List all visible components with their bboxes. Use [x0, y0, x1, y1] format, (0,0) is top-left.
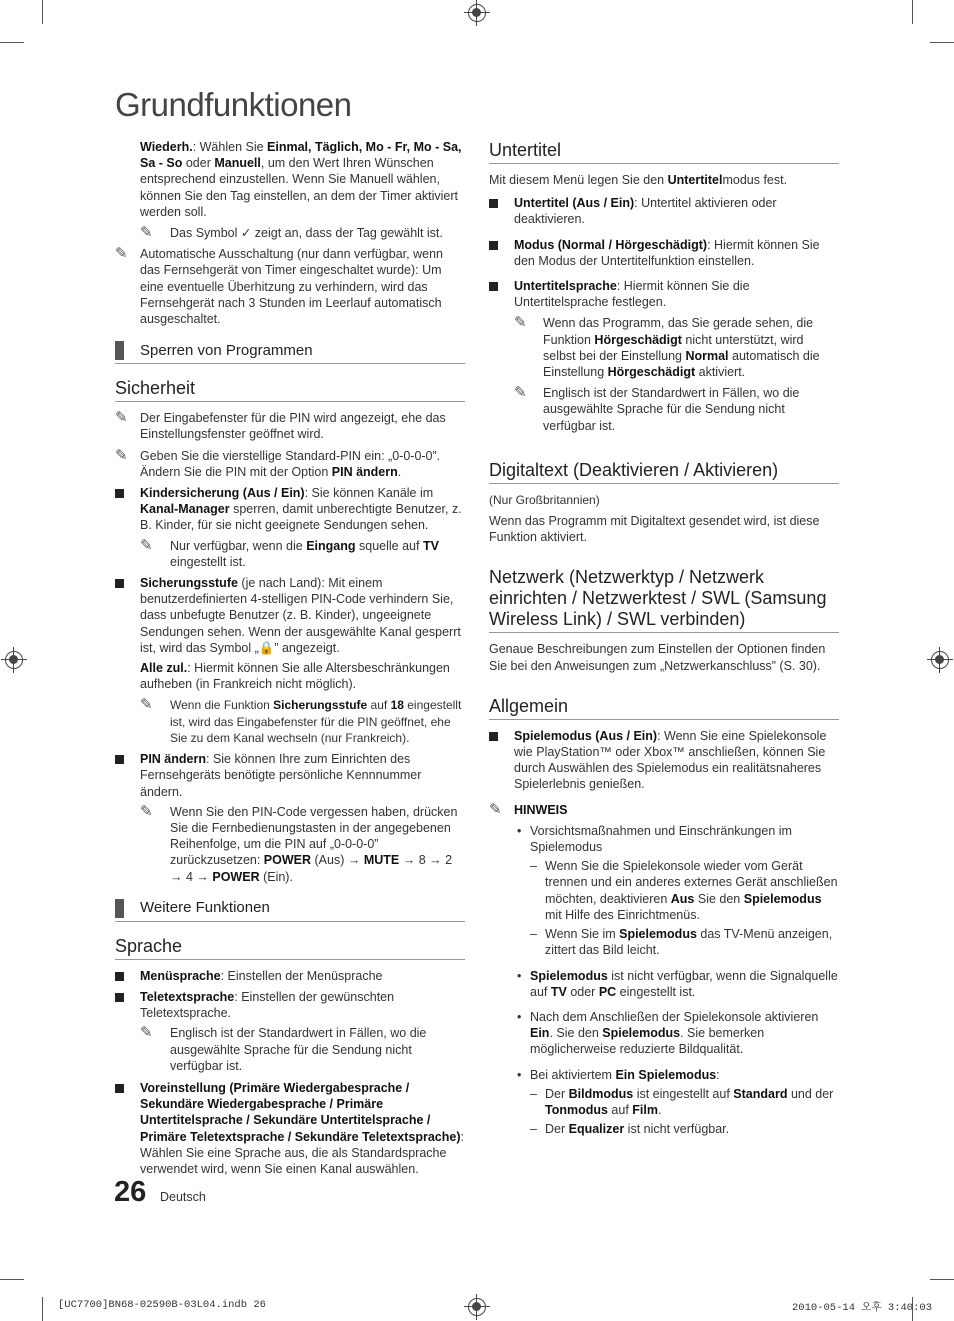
crop-mark [42, 0, 43, 24]
note: ✎ Wenn Sie den PIN-Code vergessen haben, drücken Sie die Fernbedienungstasten in der angegebenen Reihenfolge, um die PIN auf „0-0-0-0” zurückzusetzen: POWER (Aus) → MUTE → 8 → 2 → 4 → POWER (Ein). [140, 802, 458, 884]
pencil-note-icon: ✎ [140, 802, 153, 820]
list-item: Untertitel (Aus / Ein): Untertitel aktivieren oder deaktivieren. [489, 195, 839, 227]
list-item: Untertitelsprache: Hiermit können Sie die Untertitelsprache festlegen. ✎ Wenn das Programm, das Sie gerade sehen, die Funktion Hörgeschädigt nicht unterstützt, wird selbst bei der Einstellung Normal automatisch die Einstellung Hörgeschädigt aktiviert. ✎ Englisch ist der Standardwert in Fällen, wo die ausgewählte Sprache für die Sendung nicht verfügbar ist. [489, 278, 839, 434]
note: ✎ Wenn das Programm, das Sie gerade sehen, die Funktion Hörgeschädigt nicht unterstützt, wird selbst bei der Einstellung Normal automatisch die Einstellung Hörgeschädigt aktiviert. [514, 314, 820, 380]
section-header-more: Weitere Funktionen [115, 899, 465, 922]
heading-untertitel: Untertitel [489, 140, 839, 164]
list-item: • Vorsichtsmaßnahmen und Einschränkungen im Spielemodus – Wenn Sie die Spielekonsole wieder vom Gerät trennen und ein anderes externes Gerät anschließen möchten, deaktivieren Aus Sie den Spielemodus mit Hilfe des Einrichtmenüs. – Wenn Sie im Spielemodus das TV-Menü anzeigen, zittert das Bild leicht. [517, 823, 838, 958]
list-item: Voreinstellung (Primäre Wiedergabesprache / Sekundäre Wiedergabesprache / Primäre Untertitelsprache / Sekundäre Untertitelsprache / Primäre Teletextsprache / Sekundäre Teletextsprache): Wählen Sie eine Sprache aus, die als Standardsprache verwendet wird, wenn Sie einen Kanal auswählen. [115, 1080, 465, 1177]
registration-mark-icon [468, 1298, 486, 1316]
pencil-note-icon: ✎ [140, 1024, 153, 1042]
list-item: Kindersicherung (Aus / Ein): Sie können Kanäle im Kanal-Manager sperren, damit unberechtigte Benutzer, z. B. Kinder, für sie nicht geeignete Sendungen sehen. ✎ Nur verfügbar, wenn die Eingang squelle auf TV eingestellt ist. [115, 485, 465, 570]
list-item: Menüsprache: Einstellen der Menüsprache [115, 968, 465, 984]
note: ✎ Englisch ist der Standardwert in Fällen, wo die ausgewählte Sprache für die Sendung nicht verfügbar ist. [140, 1024, 427, 1073]
print-file-info: [UC7700]BN68-02590B-03L04.indb 26 [58, 1299, 266, 1311]
registration-mark-icon [5, 651, 23, 669]
list-item: • Bei aktiviertem Ein Spielemodus: – Der Bildmodus ist eingestellt auf Standard und der Tonmodus auf Film. – Der Equalizer ist nicht verfügbar. [514, 1067, 839, 1138]
page-title: Grundfunktionen [115, 86, 352, 123]
left-column [115, 139, 465, 1182]
list-item: – Der Bildmodus ist eingestellt auf Standard und der Tonmodus auf Film. [530, 1086, 834, 1117]
list-item: • Spielemodus ist nicht verfügbar, wenn die Signalquelle auf TV oder PC eingestellt ist. [517, 968, 838, 999]
list-item: – Wenn Sie im Spielemodus das TV-Menü anzeigen, zittert das Bild leicht. [530, 927, 833, 958]
note: ✎ HINWEIS [489, 800, 568, 818]
list-item: Teletextsprache: Einstellen der gewünschten Teletextsprache. ✎ Englisch ist der Standardwert in Fällen, wo die ausgewählte Sprache für die Sendung nicht verfügbar ist. [115, 989, 465, 1074]
heading-netzwerk: Netzwerk (Netzwerktyp / Netzwerk einrichten / Netzwerktest / SWL (Samsung Wireless Link) / SWL verbinden) [489, 567, 839, 633]
crop-mark [0, 42, 24, 43]
list-item: – Wenn Sie die Spielekonsole wieder vom Gerät trennen und ein anderes externes Gerät anschließen möchten, deaktivieren Aus Sie den Spielemodus mit Hilfe des Einrichtmenüs. [530, 859, 838, 922]
pencil-note-icon: ✎ [140, 536, 153, 554]
heading-allgemein: Allgemein [489, 696, 839, 720]
pencil-note-icon: ✎ [489, 800, 502, 818]
print-date-info: 2010-05-14 오후 3:40:03 [792, 1302, 933, 1314]
list-item: Spielemodus (Aus / Ein): Wenn Sie eine Spielekonsole wie PlayStation™ oder Xbox™ anschließen, können Sie durch Auswählen des Spielemodus ein realitätsnaheres Spielerlebnis genießen. [489, 728, 839, 793]
crop-mark [912, 0, 913, 24]
pencil-note-icon: ✎ [115, 409, 128, 427]
note: ✎ Nur verfügbar, wenn die Eingang squelle auf TV eingestellt ist. [140, 536, 439, 569]
right-column: Untertitel Mit diesem Menü legen Sie den Untertitelmodus fest. Untertitel (Aus / Ein): Untertitel aktivieren oder deaktivieren. Modus (Normal / Hörgeschädigt): Hiermit können Sie den Modus der Untertitelfunktion einstellen. Untertitelsprache: Hiermit können Sie die Untertitelsprache festlegen. ✎ Wenn das Programm, das Sie gerade sehen, die Funktion Hörgeschädigt nicht unterstützt, wird selbst bei der Einstellung Normal automatisch die Einstellung Hörgeschädigt aktiviert. ✎ Englisch ist der Standardwert in Fällen, wo die ausgewählte Sprache für die Sendung nicht verfügbar ist. Digitaltext (Deaktivieren / Aktivieren) (Nur Großbritannien) Wenn das Programm mit Digitaltext gesendet wird, ist diese Funktion aktiviert. Netzwerk (Netzwerktyp / Netzwerk einrichten / Netzwerktest / SWL (Samsung Wireless Link) / SWL verbinden) Genaue Beschreibungen zum Einstellen der Optionen finden Sie bei den Anweisungen zum „Netzwerkanschluss” (S. 30). Allgemein Spielemodus (Aus / Ein): Wenn Sie eine Spielekonsole wie PlayStation™ oder Xbox™ anschließen, können Sie durch Auswählen des Spielemodus ein realitätsnaheres Spielerlebnis genießen. ✎ HINWEIS • Vorsichtsmaßnahmen und Einschränkungen im Spielemodus – Wenn Sie die Spielekonsole wieder vom Gerät trennen und ein anderes externes Gerät anschließen möchten, deaktivieren Aus Sie den Spielemodus mit Hilfe des Einrichtmenüs. – Wenn Sie im Spielemodus das TV-Menü anzeigen, zittert das Bild leicht. • Spielemodus ist nicht verfügbar, wenn die Signalquelle auf TV oder PC eingestellt ist. • Nach dem Anschließen der Spielekonsole aktivieren Ein. Sie den Spielemodus. Sie bemerken möglicherweise reduzierte Bildqualität. • Bei aktiviertem Ein Spielemodus: – Der Bildmodus ist eingestellt auf Standard und der Tonmodus auf Film. – Der Equalizer ist nicht verfügbar. [489, 140, 838, 1137]
note: ✎ Englisch ist der Standardwert in Fällen, wo die ausgewählte Sprache für die Sendung nicht verfügbar ist. [514, 384, 800, 433]
heading-sicherheit: Sicherheit [115, 378, 465, 402]
pencil-note-icon: ✎ [514, 384, 527, 402]
note: ✎ Geben Sie die vierstellige Standard-PIN ein: „0-0-0-0”. Ändern Sie die PIN mit der Option PIN ändern. [115, 446, 441, 479]
crop-mark [42, 1297, 43, 1321]
note: ✎ Automatische Ausschaltung (nur dann verfügbar, wenn das Fernsehgerät von Timer eingeschaltet wurde): Um eine eventuelle Überhitzung zu verhindern, wird das Fernsehgerät nach 3 Stunden im Leerlauf automatisch ausgeschaltet. [115, 245, 443, 327]
repeat-description: Wiederh.: Wählen Sie Einmal, Täglich, Mo - Fr, Mo - Sa, Sa - So oder Manuell, um den Wert Ihren Wünschen entsprechend einzustellen. Wenn Sie Manuell wählen, können Sie den Tag einstellen, an dem der Timer aktiviert werden soll. ✎ Das Symbol ✓ zeigt an, dass der Tag gewählt ist. [115, 139, 465, 241]
list-item: Sicherungsstufe (je nach Land): Mit einem benutzerdefinierten 4-stelligen PIN-Code verhindern Sie, dass unbefugte Benutzer (z. B. Kinder), ungeeignete Sendungen sehen. Wenn der ausgewählte Kanal gesperrt ist, wird das Symbol „🔒” angezeigt. Alle zul.: Hiermit können Sie alle Altersbeschränkungen aufheben (in Frankreich nicht möglich). ✎ Wenn die Funktion Sicherungsstufe auf 18 eingestellt ist, wird das Eingabefenster für die PIN geöffnet, ehe Sie zu dem Kanal wechseln (nur Frankreich). [115, 575, 465, 746]
pencil-note-icon: ✎ [115, 245, 128, 263]
list-item: – Der Equalizer ist nicht verfügbar. [530, 1122, 730, 1137]
section-header-lock: Sperren von Programmen [115, 341, 465, 364]
crop-mark [930, 42, 954, 43]
list-item: • Nach dem Anschließen der Spielekonsole aktivieren Ein. Sie den Spielemodus. Sie bemerken möglicherweise reduzierte Bildqualität. [517, 1009, 819, 1057]
note: ✎ Wenn die Funktion Sicherungsstufe auf 18 eingestellt ist, wird das Eingabefenster für die PIN geöffnet, ehe Sie zu dem Kanal wechseln (nur Frankreich). [140, 696, 462, 745]
page-number: 26 [114, 1176, 147, 1208]
note: ✎ Das Symbol ✓ zeigt an, dass der Tag gewählt ist. [140, 224, 443, 242]
heading-sprache: Sprache [115, 936, 465, 960]
registration-mark-icon [468, 4, 486, 22]
pencil-note-icon: ✎ [140, 696, 153, 714]
pencil-note-icon: ✎ [115, 446, 128, 464]
heading-digitaltext: Digitaltext (Deaktivieren / Aktivieren) [489, 460, 839, 484]
crop-mark [0, 1279, 24, 1280]
pencil-note-icon: ✎ [514, 314, 527, 332]
note: ✎ Der Eingabefenster für die PIN wird angezeigt, ehe das Einstellungsfenster geöffnet wird. [115, 409, 446, 442]
list-item: Modus (Normal / Hörgeschädigt): Hiermit können Sie den Modus der Untertitelfunktion einstellen. [489, 237, 839, 269]
list-item: PIN ändern: Sie können Ihre zum Einrichten des Fernsehgeräts benötigte persönliche Kennnummer ändern. ✎ Wenn Sie den PIN-Code vergessen haben, drücken Sie die Fernbedienungstasten in der angegebenen Reihenfolge, um die PIN auf „0-0-0-0” zurückzusetzen: POWER (Aus) → MUTE → 8 → 2 → 4 → POWER (Ein). [115, 751, 465, 885]
registration-mark-icon [931, 651, 949, 669]
crop-mark [930, 1279, 954, 1280]
pencil-note-icon: ✎ [140, 224, 153, 242]
page-language: Deutsch [160, 1190, 206, 1204]
